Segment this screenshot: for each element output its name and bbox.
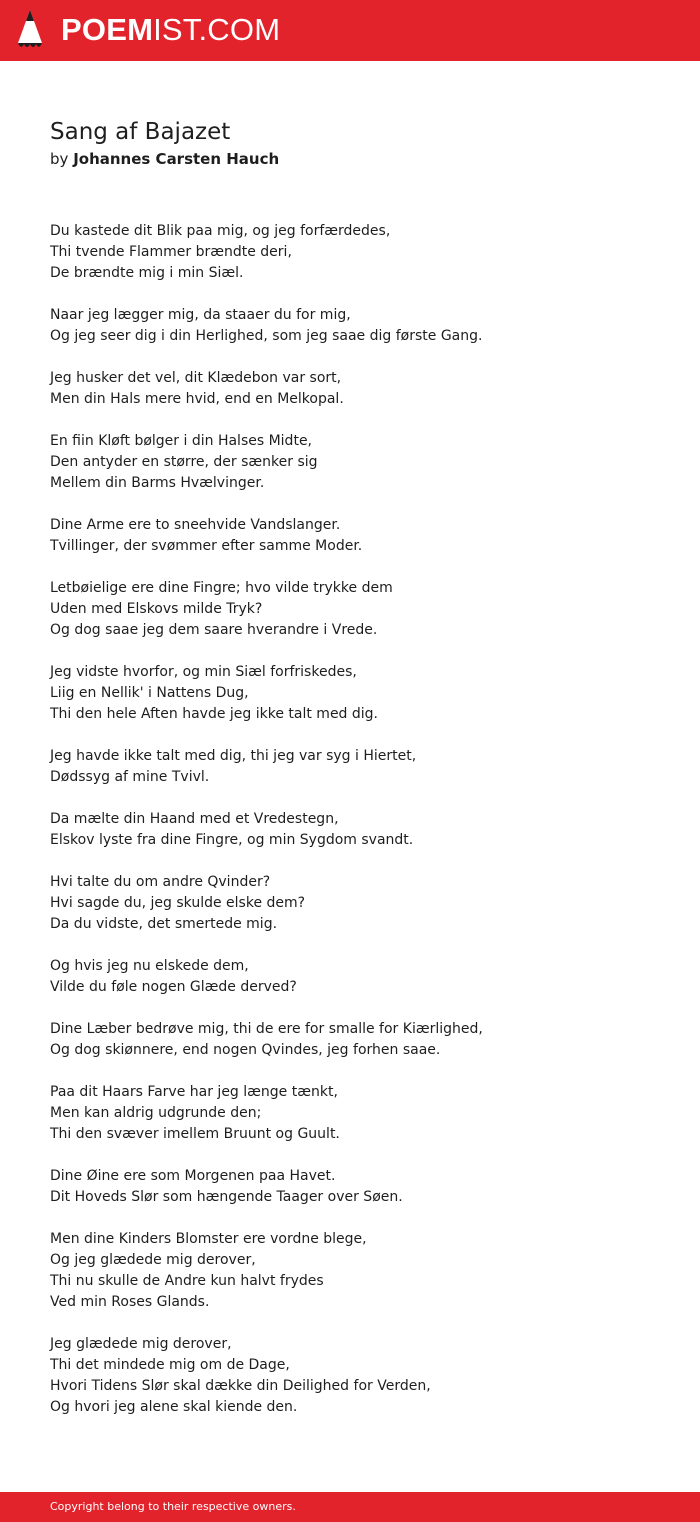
poem-line: Vilde du føle nogen Glæde derved? (50, 979, 297, 995)
poem-line: Jeg vidste hvorfor, og min Siæl forfriskedes, (50, 664, 357, 680)
poem-line: Thi den svæver imellem Bruunt og Guult. (50, 1126, 340, 1142)
poem-line: Elskov lyste fra dine Fingre, og min Sygdom svandt. (50, 832, 414, 848)
copyright-notice: Copyright belong to their respective owners. (50, 1500, 296, 1513)
poem-line: Thi det mindede mig om de Dage, (50, 1357, 290, 1373)
stanza (50, 221, 650, 284)
poem-line: Dine Øine ere som Morgenen paa Havet. (50, 1168, 336, 1184)
stanza (50, 1166, 650, 1208)
poem-title: Sang af Bajazet (50, 119, 231, 145)
poem-line: Hvi talte du om andre Qvinder? (50, 874, 271, 890)
site-footer (0, 1492, 700, 1522)
poem-byline (50, 148, 650, 170)
poem-line: Hvi sagde du, jeg skulde elske dem? (50, 895, 306, 911)
stanza (50, 305, 650, 347)
poem-line: Da mælte din Haand med et Vredestegn, (50, 811, 339, 827)
stanza (50, 431, 650, 494)
poem-line: Og jeg seer dig i din Herlighed, som jeg saae dig første Gang. (50, 328, 483, 344)
stanza (50, 368, 650, 410)
poem-line: Letbøielige ere dine Fingre; hvo vilde trykke dem (50, 580, 393, 596)
poem-line: Liig en Nellik' i Nattens Dug, (50, 685, 249, 701)
poem-line: Og hvori jeg alene skal kiende den. (50, 1399, 298, 1415)
stanza (50, 662, 650, 725)
poem-line: Den antyder en større, der sænker sig (50, 454, 318, 470)
poem-line: Naar jeg lægger mig, da staaer du for mig, (50, 307, 351, 323)
logo-light-part: IST.COM (153, 12, 281, 47)
poem-body (50, 221, 650, 1418)
stanza (50, 578, 650, 641)
by-label: by (50, 150, 69, 168)
poem-line: Jeg havde ikke talt med dig, thi jeg var syg i Hiertet, (50, 748, 417, 764)
poem-line: Og dog saae jeg dem saare hverandre i Vrede. (50, 622, 378, 638)
site-logo-text (61, 12, 280, 48)
poem-line: Hvori Tidens Slør skal dække din Deilighed for Verden, (50, 1378, 431, 1394)
site-header (0, 0, 700, 61)
poem-line: Tvillinger, der svømmer efter samme Moder. (50, 538, 363, 554)
poem-line: Da du vidste, det smertede mig. (50, 916, 278, 932)
poem-line: Thi nu skulle de Andre kun halvt frydes (50, 1273, 324, 1289)
stanza (50, 956, 650, 998)
poem-line: Men kan aldrig udgrunde den; (50, 1105, 262, 1121)
poem-line: Du kastede dit Blik paa mig, og jeg forfærdedes, (50, 223, 391, 239)
poem-author: Johannes Carsten Hauch (73, 150, 280, 168)
poem-line: Og jeg glædede mig derover, (50, 1252, 256, 1268)
stanza (50, 809, 650, 851)
stanza (50, 1229, 650, 1313)
stanza (50, 1334, 650, 1418)
stanza (50, 515, 650, 557)
poem-line: Jeg glædede mig derover, (50, 1336, 232, 1352)
poem-line: Dine Læber bedrøve mig, thi de ere for smalle for Kiærlighed, (50, 1021, 483, 1037)
poem-line: Dine Arme ere to sneehvide Vandslanger. (50, 517, 341, 533)
poem-line: Ved min Roses Glands. (50, 1294, 210, 1310)
logo-bold-part: POEM (61, 12, 154, 47)
poem-line: Men dine Kinders Blomster ere vordne blege, (50, 1231, 367, 1247)
poem-line: Paa dit Haars Farve har jeg længe tænkt, (50, 1084, 338, 1100)
stanza (50, 872, 650, 935)
poem-line: Og hvis jeg nu elskede dem, (50, 958, 249, 974)
poem-line: En fiin Kløft bølger i din Halses Midte, (50, 433, 313, 449)
poem-content (50, 117, 650, 1439)
poem-line: Men din Hals mere hvid, end en Melkopal. (50, 391, 344, 407)
poem-line: Thi tvende Flammer brændte deri, (50, 244, 292, 260)
poem-line: Uden med Elskovs milde Tryk? (50, 601, 263, 617)
pencil-tip-icon (17, 9, 43, 51)
stanza (50, 1082, 650, 1145)
poem-line: Thi den hele Aften havde jeg ikke talt med dig. (50, 706, 379, 722)
stanza (50, 1019, 650, 1061)
poem-line: Dit Hoveds Slør som hængende Taager over Søen. (50, 1189, 403, 1205)
poem-line: De brændte mig i min Siæl. (50, 265, 244, 281)
poem-line: Dødssyg af mine Tvivl. (50, 769, 210, 785)
poem-line: Mellem din Barms Hvælvinger. (50, 475, 265, 491)
poem-line: Og dog skiønnere, end nogen Qvindes, jeg forhen saae. (50, 1042, 441, 1058)
stanza (50, 746, 650, 788)
poem-line: Jeg husker det vel, dit Klædebon var sort, (50, 370, 342, 386)
